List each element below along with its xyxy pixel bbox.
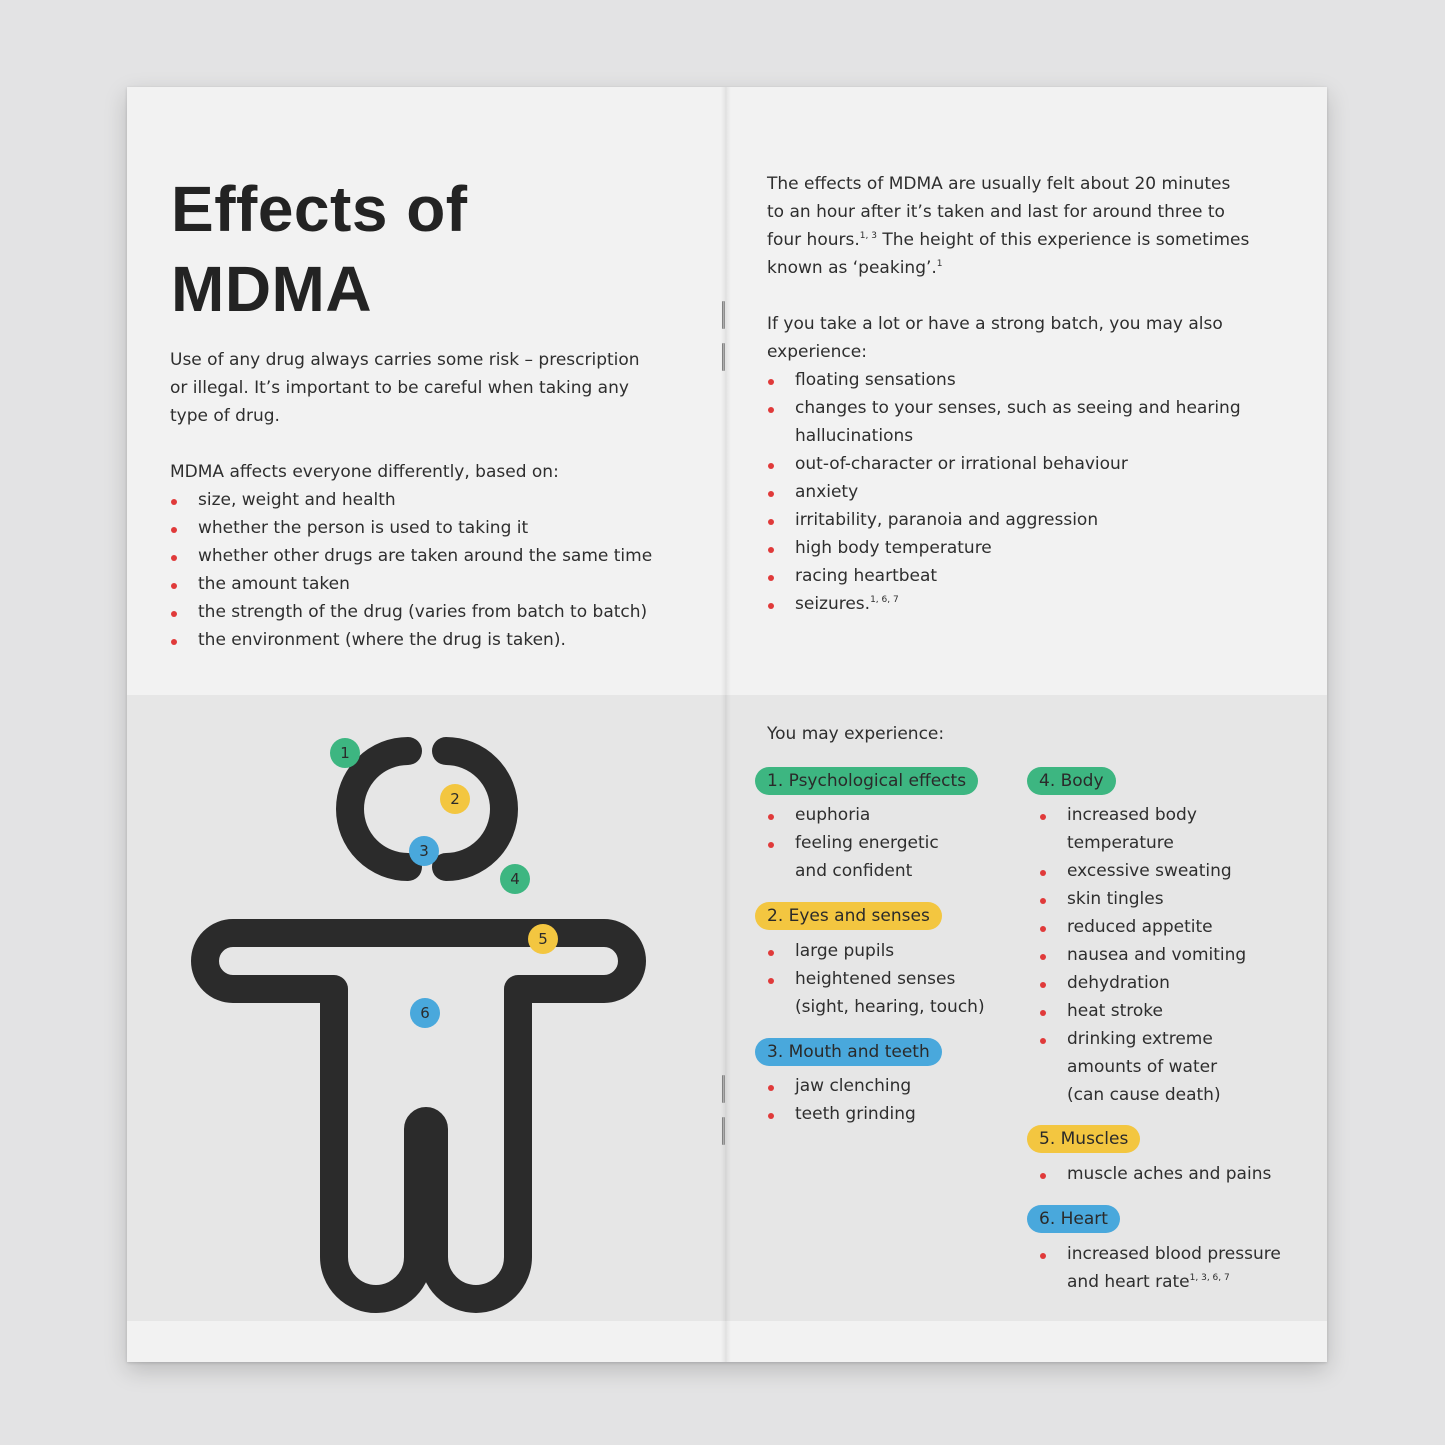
factors-list bbox=[170, 486, 652, 654]
muscles-list bbox=[1039, 1160, 1271, 1188]
intro-paragraph bbox=[170, 346, 640, 430]
marker-4 bbox=[500, 864, 530, 894]
intro-line: or illegal. It’s important to be careful when taking any bbox=[170, 378, 629, 398]
factors-heading: MDMA affects everyone differently, based on: bbox=[170, 462, 559, 482]
psychological-list bbox=[767, 801, 939, 885]
list-item: excessive sweating bbox=[1039, 857, 1246, 885]
list-item: teeth grinding bbox=[767, 1100, 916, 1128]
marker-label: 1 bbox=[340, 744, 350, 762]
list-item: nausea and vomiting bbox=[1039, 941, 1246, 969]
list-item: whether the person is used to taking it bbox=[170, 514, 652, 542]
strong-line: experience: bbox=[767, 342, 867, 362]
list-item: racing heartbeat bbox=[767, 562, 1241, 590]
category-mouth-badge: 3. Mouth and teeth bbox=[755, 1038, 942, 1066]
onset-line: to an hour after it’s taken and last for around three to bbox=[767, 202, 1225, 222]
list-item-continuation bbox=[1039, 1081, 1246, 1109]
list-item: anxiety bbox=[767, 478, 1241, 506]
list-item-continuation bbox=[767, 422, 1241, 450]
marker-label: 4 bbox=[510, 870, 520, 888]
marker-3 bbox=[409, 836, 439, 866]
marker-label: 5 bbox=[538, 930, 548, 948]
list-item: heat stroke bbox=[1039, 997, 1246, 1025]
category-muscles-badge: 5. Muscles bbox=[1027, 1125, 1140, 1153]
list-item: euphoria bbox=[767, 801, 939, 829]
body-list bbox=[1039, 801, 1246, 1109]
booklet-spread bbox=[127, 87, 1327, 1362]
body-figure-illustration bbox=[127, 695, 721, 1321]
intro-line: Use of any drug always carries some risk – prescription bbox=[170, 350, 640, 370]
body-outline bbox=[205, 933, 632, 1299]
list-item: increased body bbox=[1039, 801, 1246, 829]
onset-line: The effects of MDMA are usually felt about 20 minutes bbox=[767, 174, 1231, 194]
staple bbox=[722, 1117, 725, 1145]
title-line: MDMA bbox=[171, 253, 373, 325]
list-item: muscle aches and pains bbox=[1039, 1160, 1271, 1188]
onset-line: known as ‘peaking’. bbox=[767, 258, 937, 278]
list-item: changes to your senses, such as seeing and hearing bbox=[767, 394, 1241, 422]
marker-label: 2 bbox=[450, 790, 460, 808]
list-item-continuation bbox=[1039, 1053, 1246, 1081]
continuation-text: amounts of water bbox=[1067, 1057, 1218, 1077]
marker-label: 3 bbox=[419, 842, 429, 860]
category-heart-badge: 6. Heart bbox=[1027, 1205, 1120, 1233]
list-item: jaw clenching bbox=[767, 1072, 916, 1100]
category-eyes-badge: 2. Eyes and senses bbox=[755, 902, 942, 930]
category-psychological-badge: 1. Psychological effects bbox=[755, 767, 978, 795]
list-item: the amount taken bbox=[170, 570, 652, 598]
list-item: size, weight and health bbox=[170, 486, 652, 514]
list-item: irritability, paranoia and aggression bbox=[767, 506, 1241, 534]
may-experience-heading: You may experience: bbox=[767, 724, 945, 744]
list-item: drinking extreme bbox=[1039, 1025, 1246, 1053]
strong-effects-list bbox=[767, 366, 1241, 618]
continuation-text: and heart rate bbox=[1067, 1272, 1190, 1292]
spine-fold bbox=[721, 87, 731, 1362]
list-item: the strength of the drug (varies from batch to batch) bbox=[170, 598, 652, 626]
list-item: the environment (where the drug is taken). bbox=[170, 626, 652, 654]
strong-line: If you take a lot or have a strong batch, you may also bbox=[767, 314, 1223, 334]
onset-paragraph bbox=[767, 170, 1249, 282]
strong-batch-paragraph bbox=[767, 310, 1223, 366]
list-item-continuation bbox=[1039, 829, 1246, 857]
list-item: feeling energetic bbox=[767, 829, 939, 857]
continuation-text: (can cause death) bbox=[1067, 1085, 1221, 1105]
onset-line: four hours. bbox=[767, 230, 860, 250]
list-item: increased blood pressure bbox=[1039, 1240, 1281, 1268]
reference-superscript: 1, 3 bbox=[859, 231, 877, 241]
onset-line: The height of this experience is sometimes bbox=[876, 230, 1250, 250]
eyes-list bbox=[767, 937, 985, 1021]
list-item-text: seizures. bbox=[795, 594, 871, 614]
list-item: large pupils bbox=[767, 937, 985, 965]
list-item: whether other drugs are taken around the same time bbox=[170, 542, 652, 570]
staple bbox=[722, 1075, 725, 1103]
continuation-text: temperature bbox=[1067, 833, 1174, 853]
list-item: dehydration bbox=[1039, 969, 1246, 997]
marker-label: 6 bbox=[420, 1004, 430, 1022]
list-item: floating sensations bbox=[767, 366, 1241, 394]
marker-1 bbox=[330, 738, 360, 768]
list-item-continuation bbox=[1039, 1268, 1281, 1296]
list-item: out-of-character or irrational behaviour bbox=[767, 450, 1241, 478]
head-left-arc bbox=[350, 751, 408, 867]
marker-6 bbox=[410, 998, 440, 1028]
heart-list bbox=[1039, 1240, 1281, 1296]
marker-5 bbox=[528, 924, 558, 954]
continuation-text: (sight, hearing, touch) bbox=[795, 997, 985, 1017]
reference-superscript: 1, 3, 6, 7 bbox=[1189, 1273, 1230, 1283]
category-body-badge: 4. Body bbox=[1027, 767, 1116, 795]
list-item bbox=[767, 590, 1241, 618]
staple bbox=[722, 301, 725, 329]
continuation-text: and confident bbox=[795, 861, 913, 881]
intro-line: type of drug. bbox=[170, 406, 280, 426]
page-title bbox=[171, 169, 468, 329]
marker-2 bbox=[440, 784, 470, 814]
list-item: reduced appetite bbox=[1039, 913, 1246, 941]
list-item-continuation bbox=[767, 993, 985, 1021]
title-line: Effects of bbox=[171, 173, 468, 245]
list-item: high body temperature bbox=[767, 534, 1241, 562]
list-item: skin tingles bbox=[1039, 885, 1246, 913]
reference-superscript: 1, 6, 7 bbox=[870, 595, 899, 605]
list-item: heightened senses bbox=[767, 965, 985, 993]
reference-superscript: 1 bbox=[936, 259, 943, 269]
staple bbox=[722, 343, 725, 371]
continuation-text: hallucinations bbox=[795, 426, 914, 446]
list-item-continuation bbox=[767, 857, 939, 885]
mouth-list bbox=[767, 1072, 916, 1128]
